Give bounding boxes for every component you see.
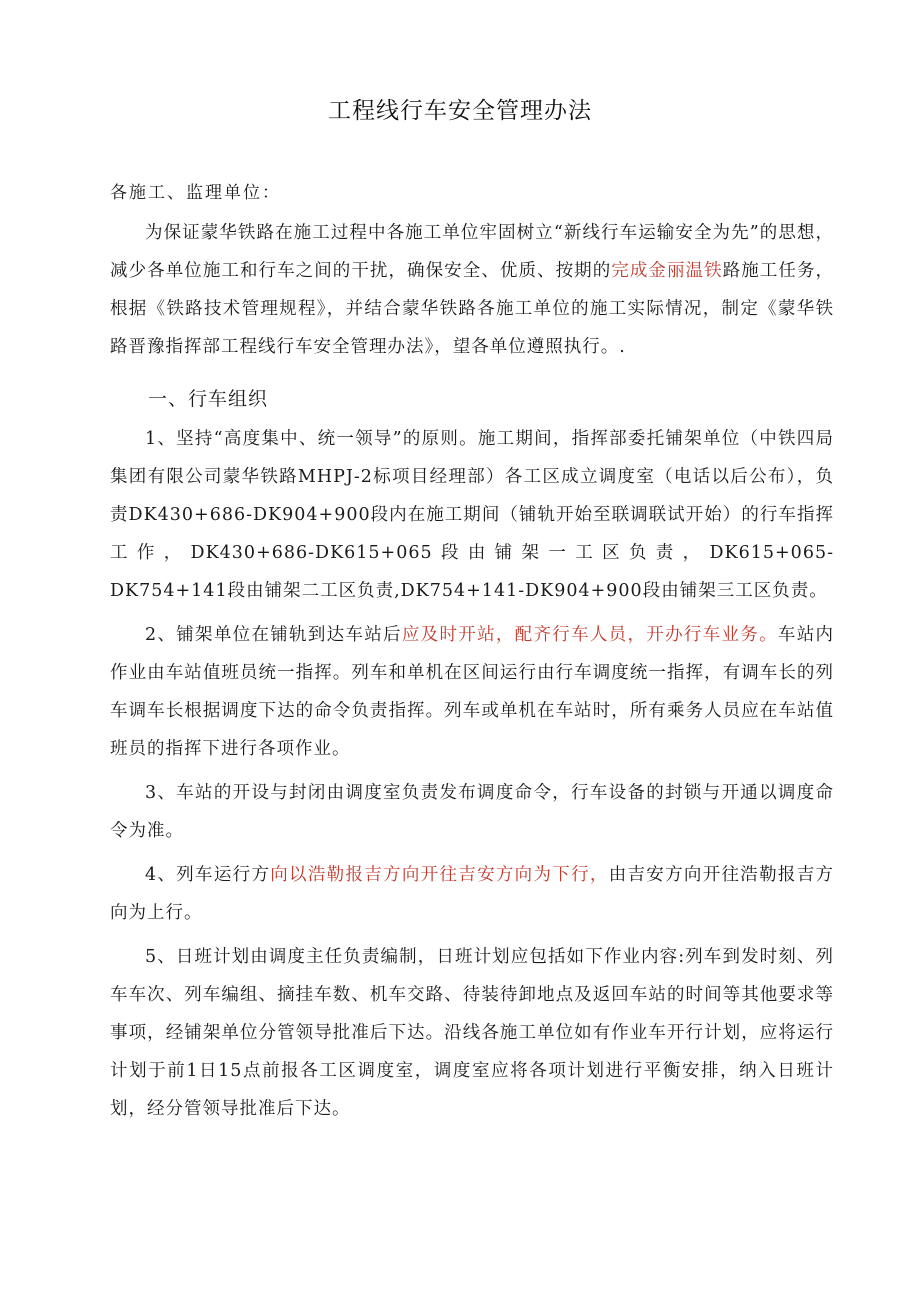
intro-paragraph — [110, 214, 834, 366]
item-3: 3、车站的开设与封闭由调度室负责发布调度命令，行车设备的封锁与开通以调度命令为准。 — [110, 783, 834, 841]
item-2-text-a: 2、铺架单位在铺轨到达车站后 — [145, 625, 402, 645]
item-2-text-b: 车站内作业由车站值班员统一指挥。列车和单机在区间运行由行车调度统一指挥，有调车长的列车调车长根据调度下达的命令负责指挥。列车或单机在车站时，所有乘务人员应在车站值班员的指挥下进行各项作业。 — [110, 625, 834, 759]
document-body — [110, 214, 834, 1134]
document-title: 工程线行车安全管理办法 — [328, 98, 592, 124]
salutation: 各施工、监理单位： — [110, 183, 281, 203]
item-4 — [110, 856, 834, 932]
intro-text-b: 路施工任务，根据《铁路技术管理规程》，并结合蒙华铁路各施工单位的施工实际情况，制定《蒙华铁路晋豫指挥部工程线行车安全管理办法》，望各单位遵照执行。. — [110, 261, 835, 357]
item-5: 5、日班计划由调度主任负责编制，日班计划应包括如下作业内容:列车到发时刻、列车车次、列车编组、摘挂车数、机车交路、待装待卸地点及返回车站的时间等其他要求等事项，经铺架单位分管领导批准后下达。沿线各施工单位如有作业车开行计划，应将运行计划于前1日15点前报各工区调度室，调度室应将各项计划进行平衡安排，纳入日班计划，经分管领导批准后下达。 — [110, 947, 834, 1119]
item-4-text-a: 4、列车运行方 — [145, 865, 271, 885]
item-4-text-b: 由吉安方向开往浩勒报吉方向为上行。 — [110, 865, 835, 923]
item-2-highlight: 应及时开站，配齐行车人员，开办行车业务。 — [401, 625, 778, 645]
item-4-highlight: 向以浩勒报吉方向开往吉安方向为下行， — [270, 865, 609, 885]
intro-highlight: 完成金丽温铁 — [611, 261, 723, 281]
item-2 — [110, 616, 834, 768]
intro-text-a: 为保证蒙华铁路在施工过程中各施工单位牢固树立“新线行车运输安全为先”的思想，减少各单位施工和行车之间的干扰，确保安全、优质、按期的 — [110, 223, 834, 281]
section-heading: 一、行车组织 — [148, 388, 269, 410]
item-1: 1、坚持“高度集中、统一领导”的原则。施工期间，指挥部委托铺架单位（中铁四局集团有限公司蒙华铁路MHPJ-2标项目经理部）各工区成立调度室（电话以后公布），负责DK430+686-DK904+900段内在施工期间（铺轨开始至联调联试开始）的行车指挥工作，DK430+686-DK615+065段由铺架一工区负责，DK615+065-DK754+141段由铺架二工区负责,DK754+141-DK904+900段由铺架三工区负责。 — [110, 429, 834, 601]
